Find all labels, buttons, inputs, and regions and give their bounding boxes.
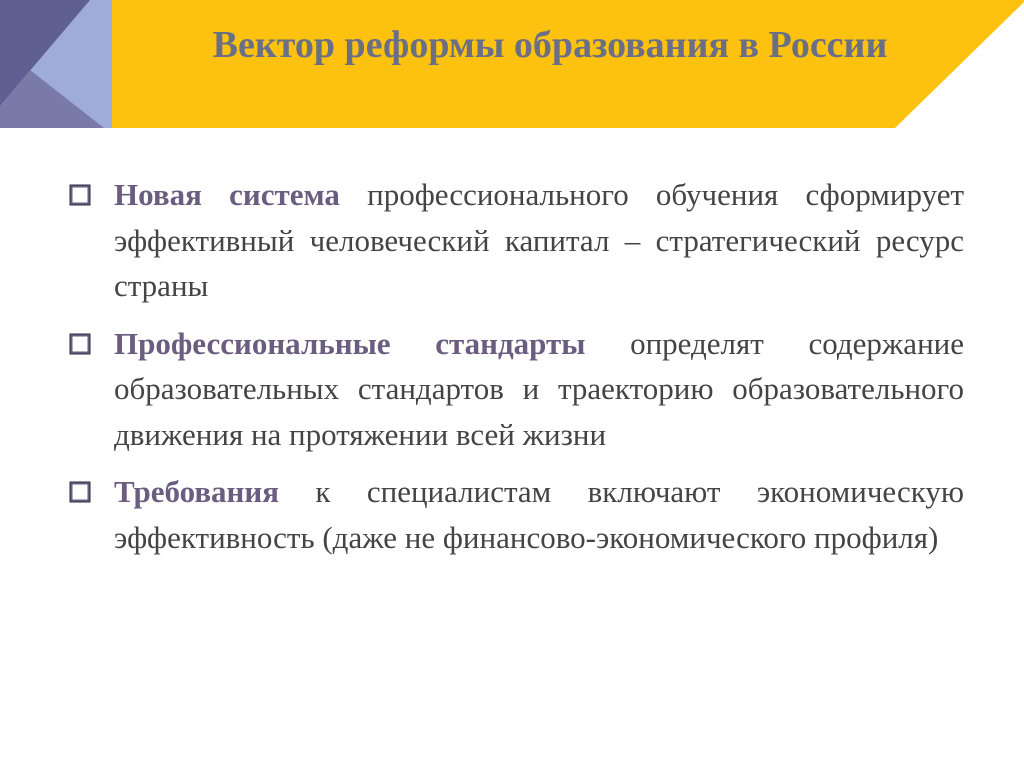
bullet-item-3: [68, 469, 964, 560]
bullet-item-1: [68, 172, 964, 309]
bullet-body-text: профессионального обучения сформирует эффективный человеческий капитал – стратегический ресурс страны: [114, 177, 964, 303]
bullet-list: [68, 172, 964, 572]
bullet-key-text: Новая система: [114, 177, 340, 212]
bullet-key-text: Профессиональные стандарты: [114, 325, 586, 361]
bullet-key-text: Требования: [114, 474, 280, 509]
hollow-square-bullet-icon: [68, 183, 92, 207]
bullet-body-text: к специалистам включают экономическую эффективность (даже не финансово-экономического профиля): [114, 474, 964, 555]
corner-decoration: [0, 0, 112, 128]
hollow-square-bullet-icon: [68, 332, 92, 356]
hollow-square-bullet-icon: [68, 480, 92, 504]
slide-title: Вектор реформы образования в России: [212, 24, 888, 66]
bullet-body-text: определят содержание образовательных стандартов и траекторию образовательного движения на протяжении всей жизни: [114, 325, 965, 452]
bullet-item-2: [68, 321, 964, 458]
